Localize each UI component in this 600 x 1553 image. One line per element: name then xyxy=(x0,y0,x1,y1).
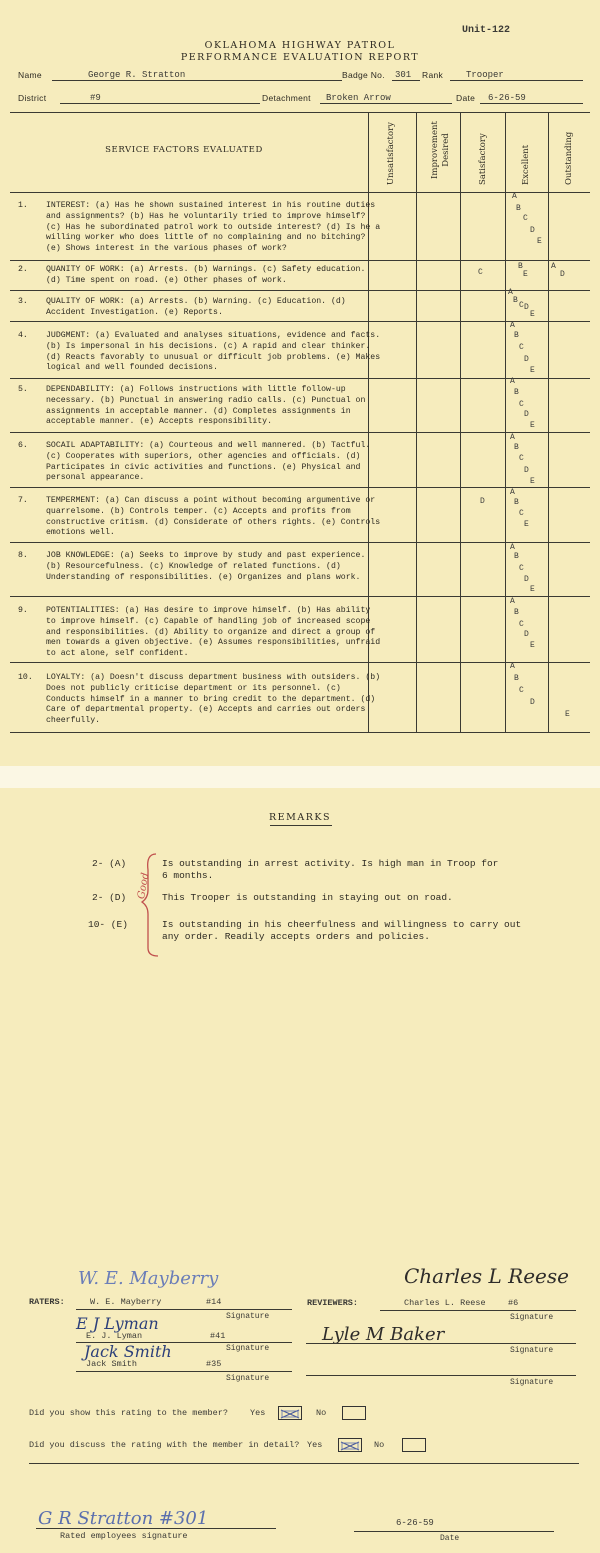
factor-row: 5. DEPENDABILITY: (a) Follows instructions with little follow-up necessary. (b) Punctual in answering radio calls. (c) Punctual on assignments in acceptable manner. (d) Completes assignments in acceptable manner. (e) Accepts responsibility. xyxy=(18,385,366,427)
reviewers-label: REVIEWERS: xyxy=(307,1298,359,1308)
yes-label: Yes xyxy=(307,1440,323,1450)
rating-mark: B xyxy=(514,552,519,561)
detachment-value: Broken Arrow xyxy=(326,93,391,103)
rater-3-badge: #35 xyxy=(206,1359,222,1369)
employee-signature-label: Rated employees signature xyxy=(60,1531,188,1541)
no-checkbox[interactable] xyxy=(342,1406,366,1420)
signature-label: Signature xyxy=(226,1344,270,1353)
reviewer-2-handwritten-signature: Lyle M Baker xyxy=(322,1324,445,1345)
rating-mark: C xyxy=(519,301,524,310)
rating-mark: D xyxy=(524,303,529,312)
rating-mark: B xyxy=(513,296,518,305)
rating-mark: C xyxy=(519,686,524,695)
col-unsatisfactory: Unsatisfactory xyxy=(386,122,396,185)
rating-mark: A xyxy=(510,321,515,330)
rating-mark: A xyxy=(510,597,515,606)
signature-label: Signature xyxy=(510,1346,554,1355)
rating-mark: A xyxy=(510,433,515,442)
reviewer-1-name: Charles L. Reese xyxy=(404,1298,486,1308)
rating-mark: D xyxy=(524,575,529,584)
no-checkbox[interactable] xyxy=(402,1438,426,1452)
col-satisfactory: Satisfactory xyxy=(478,133,488,185)
no-label: No xyxy=(316,1408,327,1418)
badge-value: 301 xyxy=(395,70,412,80)
remark-ref: 2- (A) xyxy=(92,858,127,869)
name-label: Name xyxy=(18,70,42,80)
remarks-page xyxy=(0,788,600,1553)
factor-row: 4. JUDGMENT: (a) Evaluated and analyses situations, evidence and facts. (b) Is impersonal in his decisions. (c) A rapid and clear thinker. (d) Reacts favorably to unusual or difficult job problems. (e) Makes logical and well founded decisions. xyxy=(18,331,381,373)
rating-mark: C xyxy=(478,268,483,277)
factor-row: 3. QUALITY OF WORK: (a) Arrests. (b) Warning. (c) Education. (d) Accident Investigation. (e) Reports. xyxy=(18,297,346,317)
rating-mark: B xyxy=(514,331,519,340)
rating-mark: B xyxy=(516,204,521,213)
rater-3-name: Jack Smith xyxy=(86,1359,138,1369)
form-subtitle: PERFORMANCE EVALUATION REPORT xyxy=(180,52,420,63)
rater-2-badge: #41 xyxy=(210,1331,226,1341)
signature-label: Signature xyxy=(510,1313,554,1322)
remark-text: Is outstanding in arrest activity. Is high man in Troop for xyxy=(162,858,499,869)
raters-label: RATERS: xyxy=(29,1297,65,1307)
check-x-icon xyxy=(279,1408,301,1420)
rating-mark: D xyxy=(530,698,535,707)
rater-1-name: W. E. Mayberry xyxy=(90,1297,162,1307)
remark-text: This Trooper is outstanding in staying out on road. xyxy=(162,892,453,903)
rating-mark: E xyxy=(530,585,535,594)
rating-mark: E xyxy=(530,366,535,375)
remark-text: Is outstanding in his cheerfulness and willingness to carry out xyxy=(162,919,522,930)
rating-mark: E xyxy=(530,641,535,650)
question-discussed: Did you discuss the rating with the member in detail? xyxy=(29,1440,300,1450)
unit-number: Unit-122 xyxy=(462,25,511,36)
factor-row: 8. JOB KNOWLEDGE: (a) Seeks to improve by study and past experience. (b) Resourcefulness. (c) Knowledge of related functions. (d) Understanding of responsibilities. (e) Organizes and plans work. xyxy=(18,551,366,582)
rating-mark: A xyxy=(510,543,515,552)
rating-mark: C xyxy=(519,454,524,463)
factor-row: 2. QUANITY OF WORK: (a) Arrests. (b) Warnings. (c) Safety education. (d) Time spent on road. (e) Other phases of work. xyxy=(18,265,366,285)
rating-mark: E xyxy=(524,520,529,529)
remark-text: 6 months. xyxy=(162,870,214,881)
rating-mark: C xyxy=(519,343,524,352)
rating-mark: D xyxy=(480,497,485,506)
rating-mark: A xyxy=(510,488,515,497)
col-improvement-desired: Improvement Desired xyxy=(430,121,451,179)
margin-note: Good xyxy=(136,871,152,900)
rank-value: Trooper xyxy=(466,70,504,80)
remark-ref: 10- (E) xyxy=(88,919,128,930)
form-title: OKLAHOMA HIGHWAY PATROL xyxy=(204,40,396,51)
district-label: District xyxy=(18,93,47,103)
footer-date-value: 6-26-59 xyxy=(396,1518,434,1528)
rating-mark: C xyxy=(519,564,524,573)
yes-checkbox-checked[interactable] xyxy=(278,1406,302,1420)
rating-mark: D xyxy=(524,410,529,419)
remark-text: any order. Readily accepts orders and policies. xyxy=(162,931,430,942)
rating-mark: C xyxy=(523,214,528,223)
rating-mark: D xyxy=(524,355,529,364)
detachment-label: Detachment xyxy=(262,93,311,103)
yes-label: Yes xyxy=(250,1408,266,1418)
rating-mark: A xyxy=(510,377,515,386)
check-x-icon xyxy=(339,1440,361,1452)
reviewer-1-badge: #6 xyxy=(508,1298,519,1308)
rating-mark: A xyxy=(508,288,513,297)
factor-row: 10. LOYALTY: (a) Doesn't discuss department business with outsiders. (b) Does not publicly criticise department or its personnel. (c) Conducts himself in a manner to bring credit to the department. (d) Care of departmental property. (e) Accepts and carries out orders cheerfully. xyxy=(18,673,381,726)
remark-ref: 2- (D) xyxy=(92,892,127,903)
rating-mark: B xyxy=(514,443,519,452)
footer-date-label: Date xyxy=(440,1534,460,1543)
rating-mark: B xyxy=(514,608,519,617)
badge-label: Badge No. xyxy=(342,70,385,80)
employee-handwritten-signature: G R Stratton #301 xyxy=(38,1508,209,1529)
remarks-title: REMARKS xyxy=(269,812,331,823)
factor-row: 9. POTENTIALITIES: (a) Has desire to improve himself. (b) Has ability to improve himself. (c) Capable of handling job of increased scope and responsibilities. (d) Ability to organize and direct a group of men towards a given objective. (e) Assumes responsibilities, unfraid to act alone, self confident. xyxy=(18,606,381,659)
reviewer-1-handwritten-signature: Charles L Reese xyxy=(404,1264,569,1288)
rating-mark: C xyxy=(519,509,524,518)
rating-mark: B xyxy=(518,262,523,271)
rater-1-handwritten-signature: W. E. Mayberry xyxy=(78,1268,219,1289)
yes-checkbox-checked[interactable] xyxy=(338,1438,362,1452)
rating-mark: E xyxy=(530,310,535,319)
page-gap xyxy=(0,766,600,788)
factor-row: 7. TEMPERMENT: (a) Can discuss a point without becoming argumentive or quarrelsome. (b) Controls temper. (c) Accepts and profits from constructive critism. (d) Considerate of others rights. (e) Controls emotions well. xyxy=(18,496,381,538)
rating-mark: E xyxy=(523,270,528,279)
rating-mark: E xyxy=(530,421,535,430)
rater-2-handwritten-signature: E J Lyman xyxy=(76,1314,159,1333)
name-value: George R. Stratton xyxy=(88,70,186,80)
rating-mark: E xyxy=(537,237,542,246)
red-bracket-annotation xyxy=(138,850,168,960)
col-excellent: Excellent xyxy=(521,144,531,185)
no-label: No xyxy=(374,1440,385,1450)
rating-mark: D xyxy=(530,226,535,235)
date-label: Date xyxy=(456,93,476,103)
rating-mark: D xyxy=(524,466,529,475)
rating-mark: A xyxy=(551,262,556,271)
rating-mark: E xyxy=(565,710,570,719)
rater-3-handwritten-signature: Jack Smith xyxy=(84,1342,172,1361)
service-factors-header: SERVICE FACTORS EVALUATED xyxy=(105,145,263,155)
district-value: #9 xyxy=(90,93,101,103)
col-outstanding: Outstanding xyxy=(564,131,574,185)
rating-mark: D xyxy=(524,630,529,639)
rating-mark: B xyxy=(514,498,519,507)
signature-label: Signature xyxy=(226,1312,270,1321)
rating-mark: C xyxy=(519,620,524,629)
date-value: 6-26-59 xyxy=(488,93,526,103)
factor-row: 1. INTEREST: (a) Has he shown sustained interest in his routine duties and assignments? (b) Has he voluntarily tried to improve himself? (c) Has he subordinated patrol work to outside interest? (d) Is he a willing worker who does little of no complaining and no bitching? (e) Shows interest in the various phases of work? xyxy=(18,201,381,254)
rater-1-badge: #14 xyxy=(206,1297,222,1307)
signature-label: Signature xyxy=(226,1374,270,1383)
evaluation-form-page xyxy=(0,0,600,766)
rater-2-name: E. J. Lyman xyxy=(86,1331,143,1341)
question-shown: Did you show this rating to the member? xyxy=(29,1408,228,1418)
rank-label: Rank xyxy=(422,70,444,80)
rating-mark: A xyxy=(512,192,517,201)
rating-mark: C xyxy=(519,400,524,409)
rating-mark: B xyxy=(514,674,519,683)
rating-mark: E xyxy=(530,477,535,486)
rating-mark: A xyxy=(510,662,515,671)
rating-mark: D xyxy=(560,270,565,279)
rating-mark: B xyxy=(514,388,519,397)
factor-row: 6. SOCAIL ADAPTABILITY: (a) Courteous and well mannered. (b) Tactful. (c) Cooperates with superiors, other agencies and officials. (d) Participates in civic activities and functions. (e) Physical and personal appearance. xyxy=(18,441,371,483)
signature-label: Signature xyxy=(510,1378,554,1387)
